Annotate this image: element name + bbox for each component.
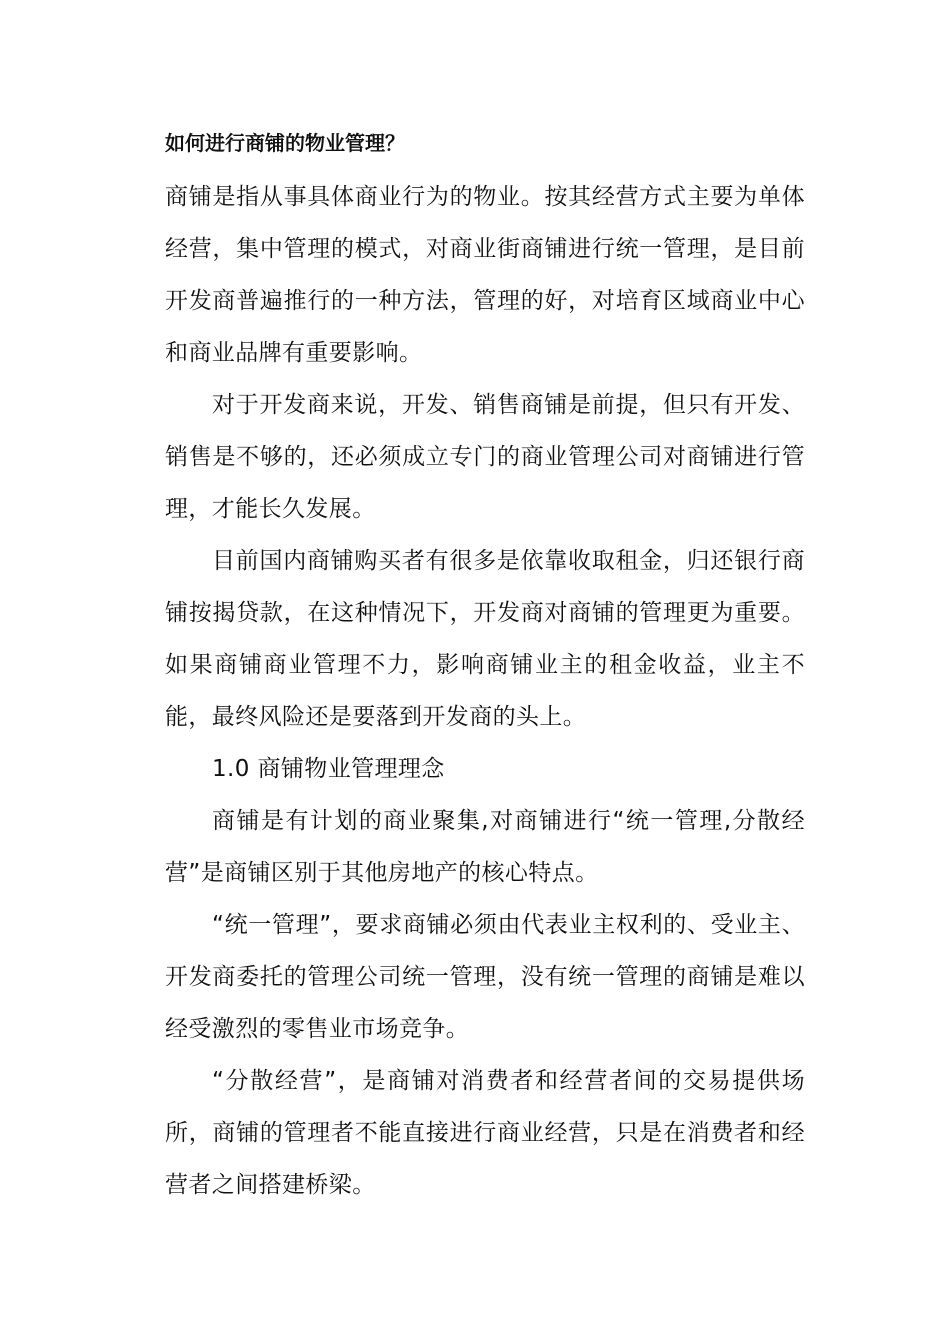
document-title: 如何进行商铺的物业管理？ <box>165 131 405 155</box>
document-body <box>165 123 805 1211</box>
section-heading: 1.0 商铺物业管理理念 <box>212 756 445 782</box>
paragraph-dispersed-operation: “分散经营”，是商铺对消费者和经营者间的交易提供场所，商铺的管理者不能直接进行商业经营，只是在消费者和经营者之间搭建桥梁。 <box>165 1068 805 1198</box>
paragraph-unified-management: “统一管理”，要求商铺必须由代表业主权利的、受业主、开发商委托的管理公司统一管理，没有统一管理的商铺是难以经受激烈的零售业市场竞争。 <box>165 912 805 1042</box>
paragraph-concept: 商铺是有计划的商业聚集,对商铺进行“统一管理,分散经营”是商铺区别于其他房地产的核心特点。 <box>165 808 805 886</box>
paragraph-buyers: 目前国内商铺购买者有很多是依靠收取租金，归还银行商铺按揭贷款，在这种情况下，开发商对商铺的管理更为重要。如果商铺商业管理不力，影响商铺业主的租金收益，业主不能，最终风险还是要落到开发商的头上。 <box>165 548 805 730</box>
paragraph-developer: 对于开发商来说，开发、销售商铺是前提，但只有开发、销售是不够的，还必须成立专门的商业管理公司对商铺进行管理，才能长久发展。 <box>165 392 805 522</box>
paragraph-intro: 商铺是指从事具体商业行为的物业。按其经营方式主要为单体经营，集中管理的模式，对商业街商铺进行统一管理，是目前开发商普遍推行的一种方法，管理的好，对培育区域商业中心和商业品牌有重要影响。 <box>165 184 805 366</box>
